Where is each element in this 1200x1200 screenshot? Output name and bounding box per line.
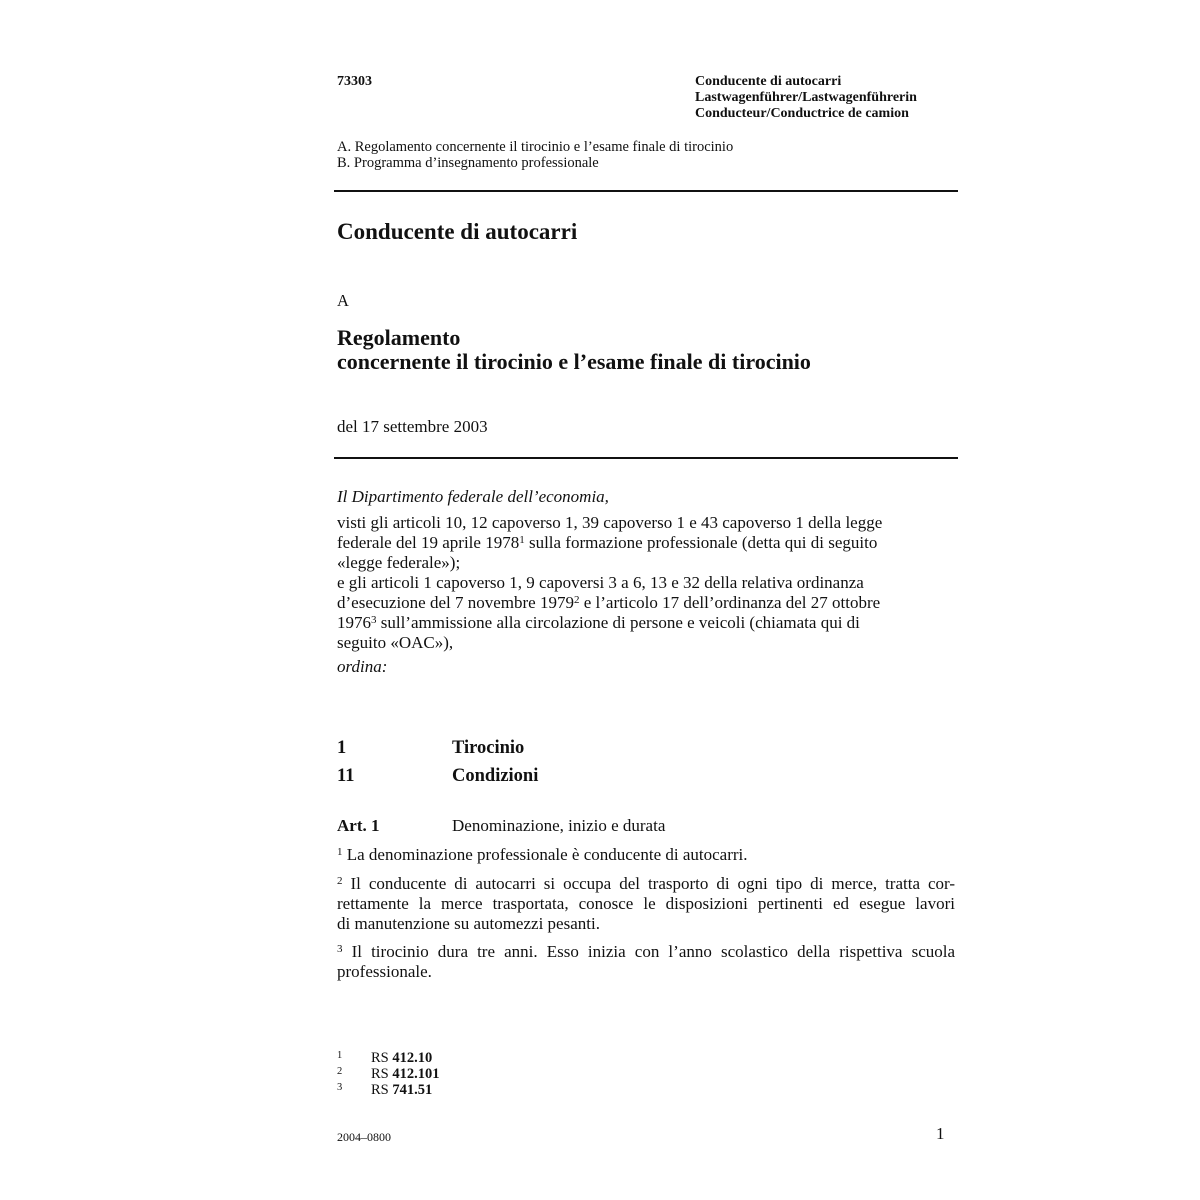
article-number: Art. 1 [337, 816, 380, 835]
section-title: Tirocinio [452, 738, 525, 758]
regulation-date: del 17 settembre 2003 [337, 417, 488, 436]
paragraph-line: rettamente la merce trasportata, conosce le disposizioni pertinenti ed esegue lavori [337, 894, 955, 913]
preamble [337, 487, 957, 677]
footnote-ref-link[interactable]: 412.101 [392, 1066, 440, 1082]
preamble-line: visti gli articoli 10, 12 capoverso 1, 39 capoverso 1 e 43 capoverso 1 della legge [337, 513, 883, 532]
footnote-ref[interactable]: 1 [519, 534, 525, 546]
article-paragraph [337, 874, 955, 934]
paragraph-number: 3 [337, 943, 343, 955]
issuer: Il Dipartimento federale dell’economia, [337, 487, 609, 506]
footer-code: 2004–0800 [337, 1130, 391, 1144]
section-title: Condizioni [452, 766, 539, 786]
preamble-line: seguito «OAC»), [337, 633, 454, 652]
footnote-prefix: RS [371, 1050, 393, 1066]
paragraph-text: La denominazione professionale è conducente di autocarri. [346, 845, 748, 864]
footnote-ref[interactable]: 3 [371, 614, 377, 626]
preamble-text: e l’articolo 17 dell’ordinanza del 27 ottobre [579, 593, 881, 612]
title-it: Conducente di autocarri [695, 74, 842, 89]
footnote-ref-link[interactable]: 741.51 [392, 1082, 433, 1098]
preamble-line [337, 593, 957, 613]
article-paragraph [337, 942, 955, 982]
contents-item: B. Programma d’insegnamento professionale [337, 155, 599, 171]
preamble-text: sulla formazione professionale (detta qui di seguito [524, 533, 878, 552]
preamble-line [337, 613, 957, 633]
title-fr: Conducteur/Conductrice de camion [695, 106, 909, 121]
footnote-number: 1 [337, 1050, 343, 1061]
paragraph-line [337, 942, 955, 962]
regulation-title-line2: concernente il tirocinio e l’esame finale di tirocinio [337, 349, 811, 374]
paragraph-line: di manutenzione su automezzi pesanti. [337, 914, 600, 933]
ordina: ordina: [337, 657, 388, 676]
preamble-line: «legge federale»); [337, 553, 461, 572]
regulation-title [337, 326, 811, 374]
contents-item: A. Regolamento concernente il tirocinio e l’esame finale di tirocinio [337, 139, 734, 155]
paragraph-line [337, 845, 955, 865]
paragraph-text: Il conducente di autocarri si occupa del trasporto di ogni tipo di merce, tratta cor- [350, 874, 956, 893]
page-number: 1 [936, 1124, 945, 1143]
part-letter: A [337, 291, 349, 310]
footnote-ref[interactable]: 2 [573, 594, 580, 606]
article-title: Denominazione, inizio e durata [452, 816, 666, 835]
preamble-text: sull’ammissione alla circolazione di persone e veicoli (chiamata qui di [376, 613, 860, 632]
regulation-title-line1: Regolamento [337, 325, 461, 350]
section-number: 11 [337, 766, 355, 786]
preamble-line [337, 533, 957, 553]
document-code: 73303 [337, 74, 372, 89]
divider-rule [334, 190, 958, 192]
footnote-ref-link[interactable]: 412.10 [392, 1050, 433, 1066]
footnote-prefix: RS [371, 1066, 393, 1082]
paragraph-number: 2 [337, 875, 343, 887]
section-number: 1 [337, 738, 347, 758]
footnote-number: 2 [337, 1066, 343, 1077]
paragraph-number: 1 [337, 846, 343, 858]
footnote-number: 3 [337, 1082, 343, 1093]
paragraph-line: professionale. [337, 962, 432, 981]
multilingual-titles [695, 74, 917, 122]
document-title: Conducente di autocarri [337, 219, 578, 244]
preamble-text: 1976 [337, 613, 371, 632]
paragraph-line [337, 874, 955, 894]
paragraph-text: Il tirocinio dura tre anni. Esso inizia con l’anno scolastico della rispettiva scuola [351, 942, 956, 961]
footnote [337, 1080, 432, 1098]
preamble-text: federale del 19 aprile 1978 [337, 533, 520, 552]
divider-rule [334, 457, 958, 459]
preamble-text: d’esecuzione del 7 novembre 1979 [337, 593, 574, 612]
contents-list [337, 139, 733, 171]
footnote-prefix: RS [371, 1082, 393, 1098]
preamble-line: e gli articoli 1 capoverso 1, 9 capoversi 3 a 6, 13 e 32 della relativa ordinanza [337, 573, 864, 592]
article-paragraph [337, 845, 955, 865]
title-de: Lastwagenführer/Lastwagenführerin [695, 90, 917, 105]
